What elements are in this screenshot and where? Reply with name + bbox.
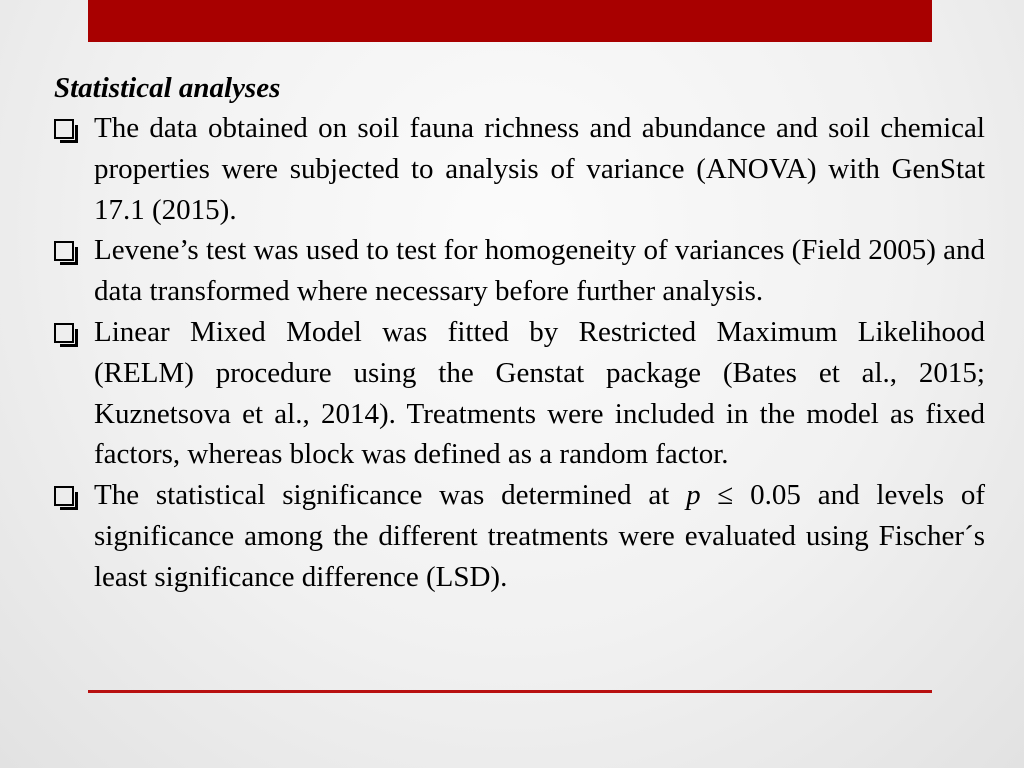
bullet-list [54, 108, 985, 598]
checkbox-icon [54, 119, 74, 139]
top-accent-bar [88, 0, 932, 42]
checkbox-icon [54, 241, 74, 261]
bullet-text: Levene’s test was used to test for homogeneity of variances (Field 2005) and data transformed where necessary before further analysis. [94, 234, 985, 308]
bullet-item [54, 230, 985, 312]
checkbox-icon [54, 486, 74, 506]
checkbox-icon [54, 323, 74, 343]
bullet-text-before: The statistical significance was determined at [94, 479, 687, 512]
bullet-text-after: ≤ 0.05 and levels of significance among the different treatments were evaluated using Fischer´s least significance difference (LSD). [94, 479, 986, 593]
bullet-item [54, 312, 985, 475]
slide-heading: Statistical analyses [54, 72, 281, 104]
bullet-text: The data obtained on soil fauna richness and abundance and soil chemical properties were subjected to analysis of variance (ANOVA) with GenStat 17.1 (2015). [94, 112, 985, 226]
bullet-text: Linear Mixed Model was fitted by Restricted Maximum Likelihood (RELM) procedure using the Genstat package (Bates et al., 2015; Kuznetsova et al., 2014). Treatments were included in the model as fixed factors, whereas block was defined as a random factor. [94, 315, 985, 471]
bottom-rule [88, 690, 932, 693]
bullet-item [54, 108, 985, 230]
bullet-item [54, 475, 985, 597]
p-value-symbol: p [686, 479, 701, 512]
